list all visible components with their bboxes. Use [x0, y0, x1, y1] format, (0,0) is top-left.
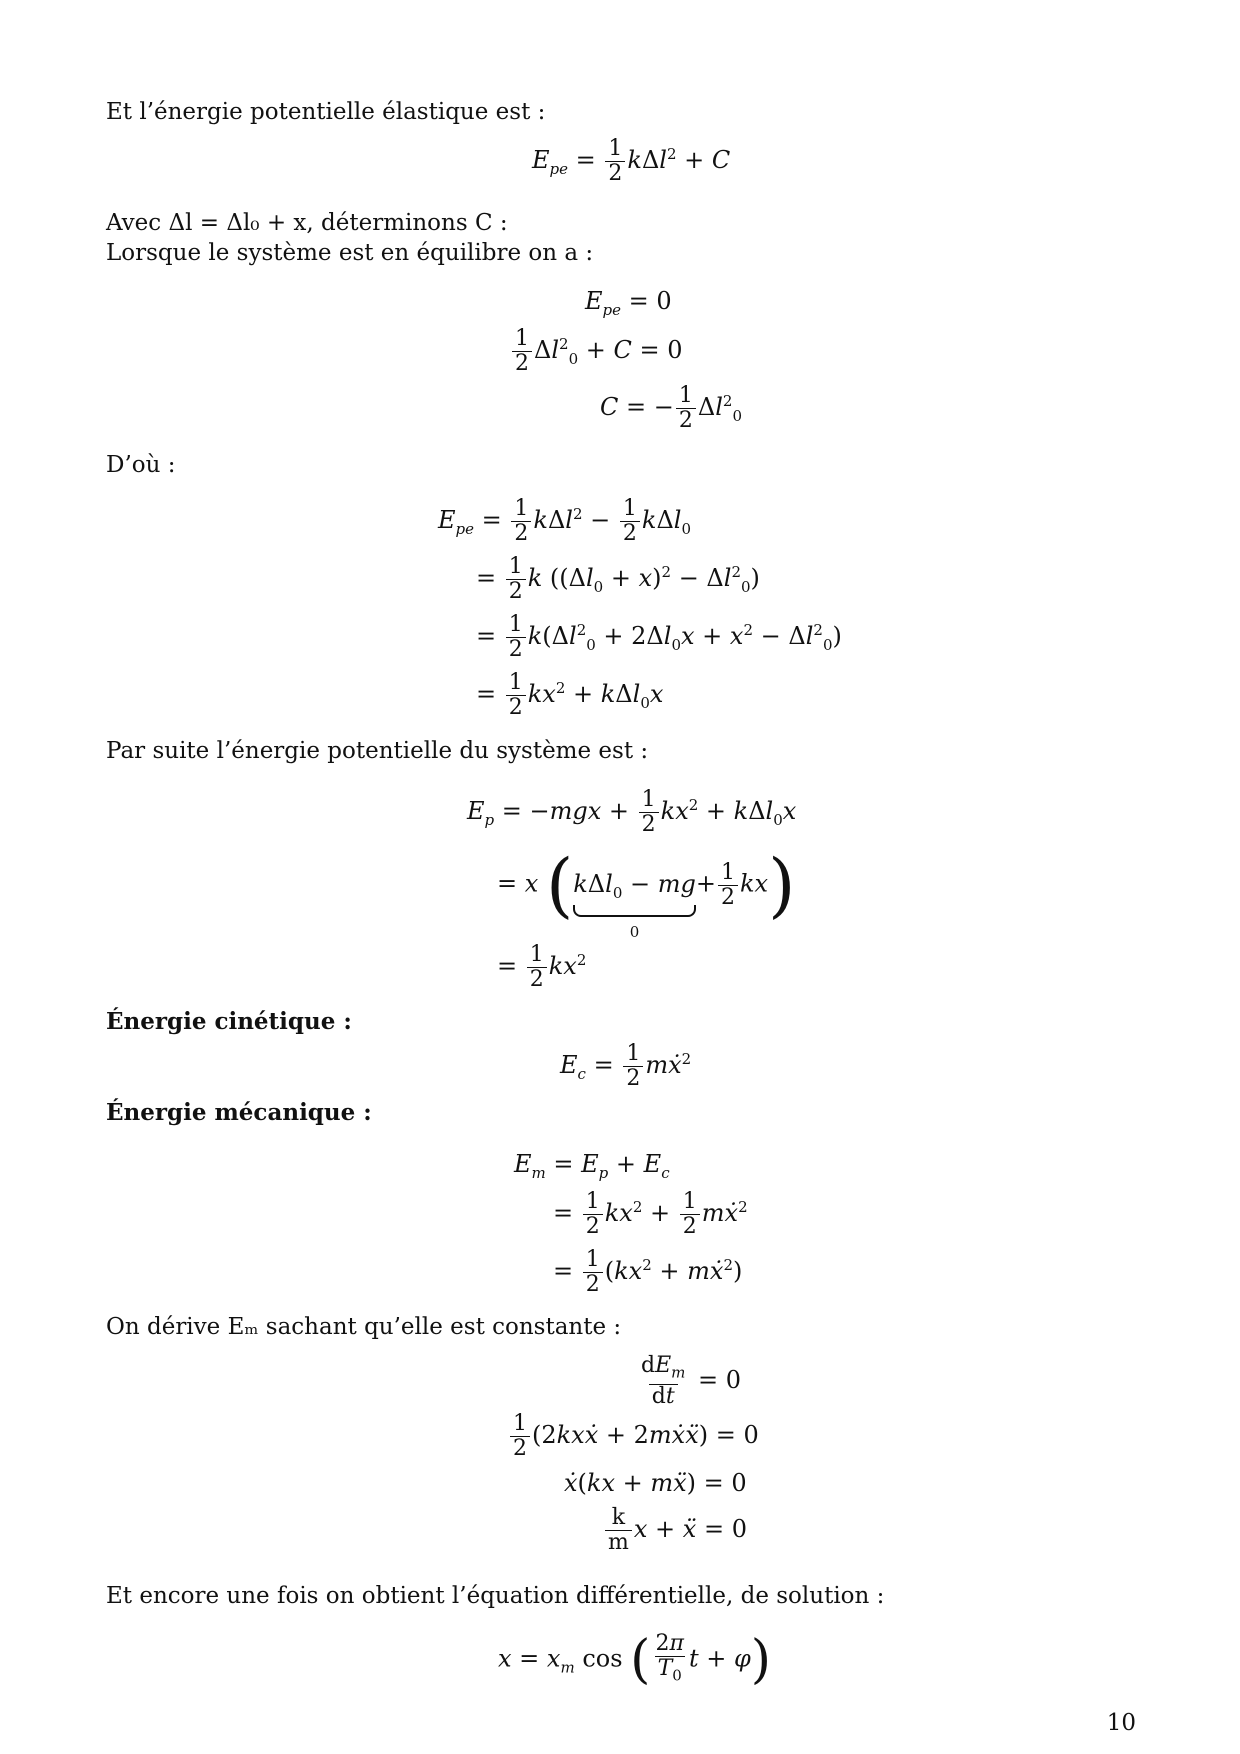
heading-energie-cinetique: Énergie cinétique :: [106, 1008, 352, 1035]
equation-ec: $E_c$ = $\frac{1}{2}$ mẋ$^2$: [560, 1041, 692, 1091]
heading-energie-mecanique: Énergie mécanique :: [106, 1099, 372, 1126]
equilibre-text: Lorsque le système est en équilibre on a :: [106, 240, 594, 266]
equation-dem-dt: $\frac{dE_m}{dt}$ = 0: [641, 1353, 742, 1410]
equation-epe-definition: $E_{pe}$ = $\frac{1}{2}$ kΔl$^2$ + C: [532, 136, 731, 186]
equation-factored: ẋ(kx + mẍ) = 0: [564, 1469, 747, 1497]
underbrace-group: kΔl$_0$ − mg 0: [573, 869, 696, 908]
equation-epe-zero: $E_{pe} = 0$: [585, 287, 672, 319]
equation-epe-line3: = $\frac{1}{2}$ $k(\Delta l^2_0 + 2\Delta l_0x + x^2 - \Delta l^2_0)$: [476, 612, 842, 662]
avec-text: Avec Δl = Δl₀ + x, déterminons C :: [106, 210, 508, 236]
page-number: 10: [1106, 1710, 1136, 1736]
equation-em-line1: $E_m = E_p + E_c$: [514, 1150, 670, 1182]
equation-differential: $\frac{k}{m}$ x + ẍ = 0: [603, 1506, 747, 1555]
equation-epe-line4: = $\frac{1}{2}$ $kx^2 + k\Delta l_0x$: [476, 670, 664, 720]
equation-em-line2: = $\frac{1}{2}$ $kx^2$ + $\frac{1}{2}$ mẋ$^2$: [553, 1189, 748, 1239]
et-encore-text: Et encore une fois on obtient l’équation différentielle, de solution :: [106, 1583, 885, 1609]
equation-c-value: C = − $\frac{1}{2}$ $\Delta l^2_0$: [600, 383, 742, 433]
equation-em-line3: = $\frac{1}{2}$ ($kx^2$ + mẋ$^2$): [553, 1247, 743, 1297]
underbrace-icon: [573, 905, 696, 917]
par-suite-text: Par suite l’énergie potentielle du système est :: [106, 738, 649, 764]
equation-c-sum: $\frac{1}{2}$ $\Delta l^2_0 + C = 0$: [510, 327, 683, 376]
underbrace-label: 0: [629, 922, 640, 941]
equation-ep-line3: = $\frac{1}{2}$ $kx^2$: [497, 942, 587, 992]
equation-epe-line2: = $\frac{1}{2}$ k $((\Delta l_0 + x)^2 - \Delta l^2_0)$: [476, 554, 760, 604]
equation-solution: $x = x_m$ cos ( $\frac{2\pi}{T_0}$ t + φ): [498, 1630, 772, 1690]
on-derive-text: On dérive Eₘ sachant qu’elle est constante :: [106, 1314, 622, 1340]
intro-elastic-text: Et l’énergie potentielle élastique est :: [106, 99, 546, 125]
equation-derivative-expanded: $\frac{1}{2}$ (2kxẋ + 2mẋẍ) = 0: [508, 1412, 759, 1461]
equation-ep-line1: $E_p = -mgx$ + $\frac{1}{2}$ $kx^2 + k\Delta l_0x$: [467, 787, 797, 837]
equation-ep-line2: = x (kΔl$_0$ − mg 0 + $\frac{1}{2}$ kx): [497, 850, 795, 930]
dou-text: D’où :: [106, 452, 176, 478]
equation-epe-line1: $E_{pe}$ = $\frac{1}{2}$ kΔl$^2$ − $\frac{1}{2}$ kΔl$_0$: [438, 496, 692, 546]
